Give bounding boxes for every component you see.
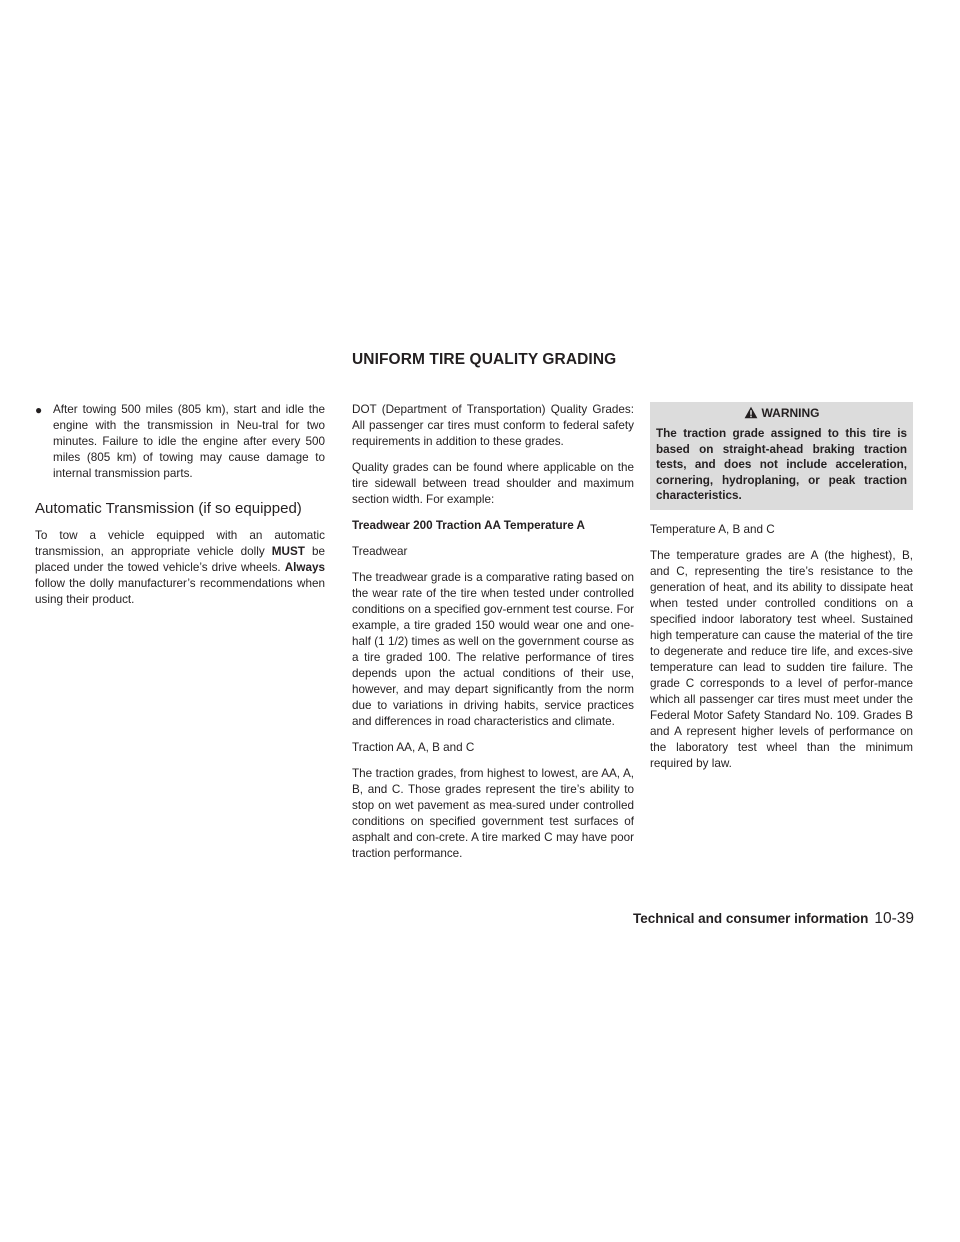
subheading-automatic-transmission: Automatic Transmission (if so equipped) <box>35 500 302 517</box>
quality-grades-paragraph: Quality grades can be found where applicable on the tire sidewall between tread shoulder and maximum section width. For example: <box>352 461 634 506</box>
column-right <box>650 402 913 782</box>
page-footer <box>584 910 914 928</box>
column-left <box>35 402 325 618</box>
column-middle <box>352 402 634 872</box>
example-line: Treadwear 200 Traction AA Temperature A <box>352 519 585 532</box>
para-bold-always: Always <box>284 561 325 574</box>
traction-heading: Traction AA, A, B and C <box>352 741 475 754</box>
temperature-heading: Temperature A, B and C <box>650 522 775 536</box>
treadwear-heading: Treadwear <box>352 545 408 558</box>
warning-box <box>650 402 913 510</box>
section-title: UNIFORM TIRE QUALITY GRADING <box>352 351 617 368</box>
bullet-icon: ● <box>35 403 43 417</box>
warning-header <box>656 402 907 424</box>
dot-paragraph: DOT (Department of Transportation) Quality Grades: All passenger car tires must conform to federal safety requirements in addition to these grades. <box>352 403 634 448</box>
page-number: 10-39 <box>874 910 914 927</box>
para-text-2: be placed under the towed vehicle’s drive wheels. <box>35 545 325 574</box>
footer-chapter: Technical and consumer information <box>633 911 869 926</box>
automatic-transmission-paragraph <box>35 528 325 608</box>
warning-text: The traction grade assigned to this tire is based on straight-ahead braking traction tests, and does not include acceleration, cornering, hydroplaning, or peak traction characteristics. <box>656 427 907 502</box>
para-text-3: follow the dolly manufacturer’s recommendations when using their product. <box>35 577 325 606</box>
warning-triangle-icon <box>744 406 758 419</box>
temperature-paragraph: The temperature grades are A (the highest), B, and C, representing the tire’s resistance to the generation of heat, and its ability to dissipate heat when tested under controlled conditions on a specified indoor laboratory test wheel. Sustained high temperature can cause the material of the tire to degenerate and reduce tire life, and exces-sive temperature can lead to sudden tire failure. The grade C corresponds to a level of perfor-mance which all passenger car tires must meet under the Federal Motor Safety Standard No. 109. Grades B and A represent higher levels of performance on the laboratory test wheel than the minimum required by law. <box>650 548 913 770</box>
para-text-1: To tow a vehicle equipped with an automatic transmission, an appropriate vehicle dolly <box>35 529 325 558</box>
traction-paragraph: The traction grades, from highest to lowest, are AA, A, B, and C. Those grades represent the tire’s ability to stop on wet pavement as mea-sured under controlled conditions on specified government test surfaces of asphalt and con-crete. A tire marked C may have poor traction performance. <box>352 767 634 860</box>
para-bold-must: MUST <box>271 545 305 558</box>
warning-title: WARNING <box>761 406 820 420</box>
treadwear-paragraph: The treadwear grade is a comparative rating based on the wear rate of the tire when tested under controlled conditions on a specified gov-ernment test course. For example, a tire graded 150 would wear one and one-half (1 1/2) times as well on the government course as a tire graded 100. The relative performance of tires depends upon the actual conditions of their use, however, and may depart significantly from the norm due to variations in driving habits, service practices and differences in road characteristics and climate. <box>352 571 634 728</box>
bullet-item <box>35 402 325 482</box>
bullet-text: After towing 500 miles (805 km), start and idle the engine with the transmission in Neu-tral for two minutes. Failure to idle the engine after every 500 miles (805 km) of towing may cause damage to internal transmission parts. <box>53 403 325 480</box>
